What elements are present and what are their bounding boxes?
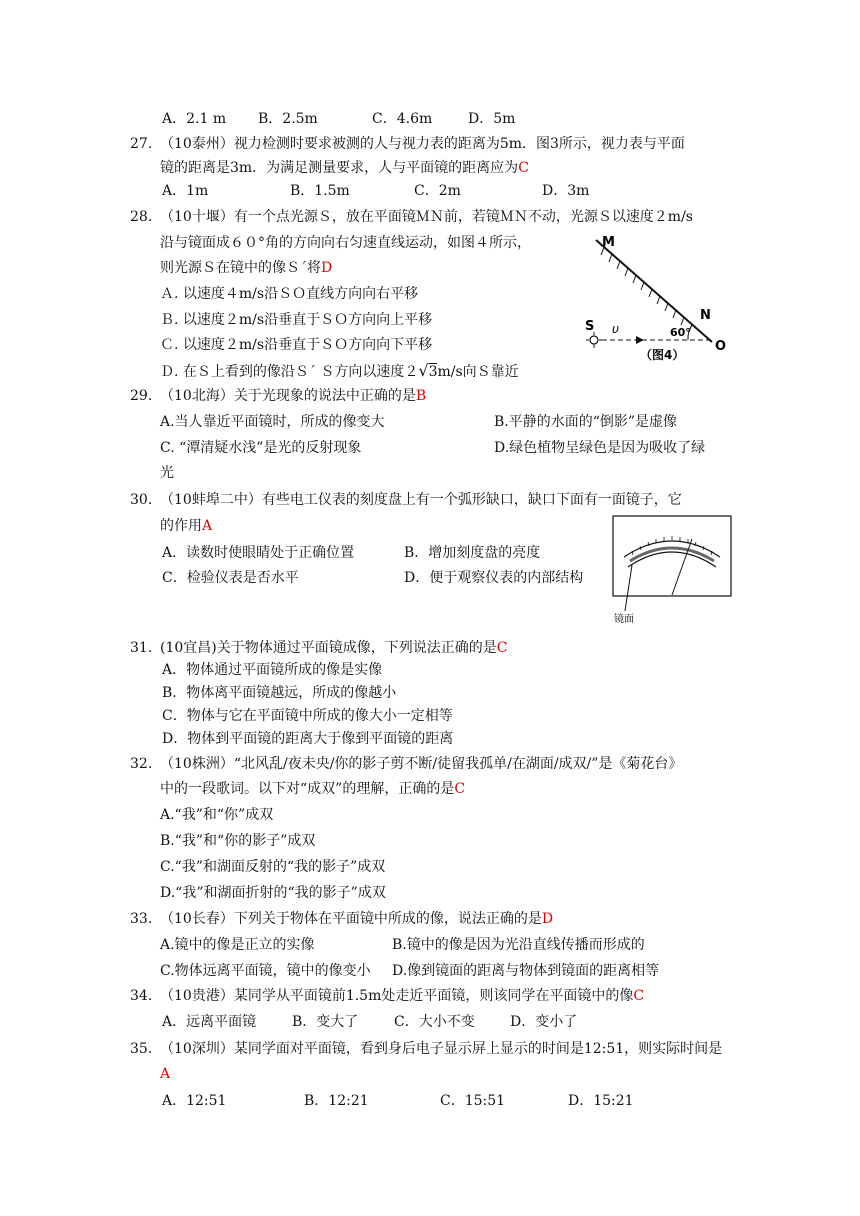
label-m: M bbox=[602, 235, 615, 250]
q30-option-d: D．便于观察仪表的内部结构 bbox=[404, 570, 584, 586]
mirror-label: 镜面 bbox=[614, 614, 634, 625]
question-28-line3 bbox=[160, 258, 332, 278]
question-number: 33. bbox=[130, 911, 153, 927]
answer-mark: C bbox=[454, 781, 466, 797]
question-32 bbox=[130, 754, 682, 774]
answer-mark: C bbox=[518, 160, 529, 176]
q27-option-b: B．1.5m bbox=[290, 183, 350, 199]
question-33 bbox=[130, 909, 553, 929]
q26-option-c: C．4.6m bbox=[372, 111, 433, 127]
question-text: （10深圳）某同学面对平面镜，看到身后电子显示屏上显示的时间是12:51，则实际时间是 bbox=[160, 1041, 723, 1057]
question-number: 32. bbox=[130, 756, 153, 772]
question-text: 则光源Ｓ在镜中的像Ｓˊ将 bbox=[160, 260, 321, 276]
answer-mark: C bbox=[633, 988, 645, 1004]
q33-option-c: C.物体远离平面镜，镜中的像变小 bbox=[160, 963, 371, 979]
question-number: 31. bbox=[130, 640, 153, 656]
q34-option-a: A．远离平面镜 bbox=[162, 1014, 257, 1030]
question-number: 30. bbox=[130, 492, 153, 508]
arrow-icon bbox=[636, 336, 644, 344]
question-28 bbox=[130, 207, 693, 227]
question-32-line2 bbox=[160, 779, 465, 799]
label-v: υ bbox=[612, 322, 619, 336]
sqrt-radicand: 3 bbox=[428, 364, 438, 380]
question-31 bbox=[130, 638, 507, 658]
question-text: 的作用 bbox=[160, 518, 202, 534]
q32-option-c: C.“我”和湖面反射的“我的影子”成双 bbox=[160, 859, 386, 875]
q28-option-a: Ａ. 以速度４m/s沿ＳＯ直线方向向右平移 bbox=[160, 286, 419, 302]
q28-option-c: Ｃ. 以速度２m/s沿垂直于ＳＯ方向向下平移 bbox=[160, 337, 433, 353]
question-29 bbox=[130, 386, 426, 406]
question-35 bbox=[130, 1039, 722, 1059]
q26-option-b: B．2.5m bbox=[258, 111, 318, 127]
question-text: （10株洲）“北风乱/夜未央/你的影子剪不断/徒留我孤单/在湖面/成双/”是《菊花台》 bbox=[160, 756, 683, 772]
q31-option-d: D．物体到平面镜的距离大于像到平面镜的距离 bbox=[162, 731, 454, 747]
question-27 bbox=[130, 134, 685, 154]
q26-option-a: A．2.1 m bbox=[162, 111, 227, 127]
answer-mark: D bbox=[541, 911, 554, 927]
q35-option-b: B．12:21 bbox=[304, 1093, 369, 1109]
light-source-icon bbox=[586, 332, 602, 348]
q30-option-a: A．读数时使眼睛处于正确位置 bbox=[162, 545, 355, 561]
q34-option-c: C．大小不变 bbox=[394, 1014, 475, 1030]
answer-mark: C bbox=[496, 640, 508, 656]
question-number: 29. bbox=[130, 388, 153, 404]
label-n: N bbox=[700, 308, 711, 323]
question-28-line2: 沿与镜面成６０°角的方向向右匀速直线运动，如图４所示， bbox=[160, 235, 531, 251]
question-text: （10十堰）有一个点光源Ｓ，放在平面镜ＭＮ前，若镜ＭＮ不动，光源Ｓ以速度２m/s bbox=[160, 209, 693, 225]
question-number: 28. bbox=[130, 209, 153, 225]
question-text: （10蚌埠二中）有些电工仪表的刻度盘上有一个弧形缺口，缺口下面有一面镜子，它 bbox=[160, 492, 682, 508]
q27-option-c: C．2m bbox=[414, 183, 461, 199]
figure-caption: （图4） bbox=[640, 348, 685, 362]
question-number: 35. bbox=[130, 1041, 153, 1057]
mirror-pointer-line bbox=[625, 565, 632, 611]
q35-option-a: A．12:51 bbox=[162, 1093, 227, 1109]
question-text: （10贵港）某同学从平面镜前1.5m处走近平面镜，则该同学在平面镜中的像 bbox=[160, 988, 634, 1004]
question-text: 镜的距离是3m．为满足测量要求，人与平面镜的距离应为 bbox=[160, 160, 519, 176]
q32-option-a: A.“我”和“你”成双 bbox=[160, 807, 274, 823]
q33-option-b: B.镜中的像是因为光沿直线传播而形成的 bbox=[392, 937, 645, 953]
question-text: （10北海）关于光现象的说法中正确的是 bbox=[160, 388, 416, 404]
question-text: （10泰州）视力检测时要求被测的人与视力表的距离为5m．图3所示，视力表与平面 bbox=[160, 136, 685, 152]
question-text: （10长春）下列关于物体在平面镜中所成的像，说法正确的是 bbox=[160, 911, 542, 927]
label-angle: 60° bbox=[670, 326, 691, 339]
figure-4-mirror-diagram bbox=[582, 232, 732, 362]
question-30-line2 bbox=[160, 516, 212, 536]
q35-option-c: C．15:51 bbox=[440, 1093, 506, 1109]
q33-option-d: D.像到镜面的距离与物体到镜面的距离相等 bbox=[392, 963, 660, 979]
q27-option-d: D．3m bbox=[542, 183, 590, 199]
question-text: (10宜昌)关于物体通过平面镜成像，下列说法正确的是 bbox=[160, 640, 497, 656]
q31-option-c: C．物体与它在平面镜中所成的像大小一定相等 bbox=[162, 708, 453, 724]
meter-frame bbox=[613, 516, 731, 596]
q32-option-b: B.“我”和“你的影子”成双 bbox=[160, 833, 316, 849]
q29-option-c: C. “潭清疑水浅”是光的反射现象 bbox=[160, 440, 362, 456]
q30-option-b: B．增加刻度盘的亮度 bbox=[404, 545, 541, 561]
option-text: Ｄ. 在Ｓ上看到的像沿Ｓˊ Ｓ方向以速度２ bbox=[160, 364, 419, 380]
meter-dial-figure bbox=[612, 515, 734, 627]
q32-option-d: D.“我”和湖面折射的“我的影子”成双 bbox=[160, 885, 386, 901]
question-text: 中的一段歌词。以下对“成双”的理解，正确的是 bbox=[160, 781, 455, 797]
question-30 bbox=[130, 490, 682, 510]
q26-option-d: D．5m bbox=[468, 111, 516, 127]
q29-option-b: B.平静的水面的“倒影”是虚像 bbox=[494, 414, 678, 430]
option-text: m/s向Ｓ靠近 bbox=[437, 364, 519, 380]
question-34 bbox=[130, 986, 644, 1006]
q28-option-b: Ｂ. 以速度２m/s沿垂直于ＳＯ方向向上平移 bbox=[160, 312, 433, 328]
answer-mark: A bbox=[202, 518, 213, 534]
q27-option-a: A．1m bbox=[162, 183, 209, 199]
q29-option-a: A.当人靠近平面镜时，所成的像变大 bbox=[160, 414, 385, 430]
q31-option-b: B．物体离平面镜越远，所成的像越小 bbox=[162, 685, 397, 701]
question-number: 34. bbox=[130, 988, 153, 1004]
answer-mark: B bbox=[415, 388, 427, 404]
q34-option-b: B．变大了 bbox=[292, 1014, 359, 1030]
answer-mark: A bbox=[160, 1066, 171, 1082]
q30-option-c: C．检验仪表是否水平 bbox=[162, 570, 299, 586]
q31-option-a: A．物体通过平面镜所成的像是实像 bbox=[162, 662, 383, 678]
q28-option-d bbox=[160, 361, 519, 382]
q34-option-d: D．变小了 bbox=[510, 1014, 578, 1030]
q29-option-d-wrap: 光 bbox=[160, 465, 174, 481]
q29-option-d: D.绿色植物呈绿色是因为吸收了绿 bbox=[494, 440, 706, 456]
label-s: S bbox=[585, 319, 595, 334]
question-27-line2 bbox=[160, 158, 529, 178]
q33-option-a: A.镜中的像是正立的实像 bbox=[160, 937, 315, 953]
answer-mark: D bbox=[321, 260, 333, 276]
sqrt-symbol: √ bbox=[418, 361, 429, 380]
label-o: O bbox=[715, 339, 727, 354]
question-number: 27. bbox=[130, 136, 153, 152]
q35-option-d: D．15:21 bbox=[568, 1093, 634, 1109]
